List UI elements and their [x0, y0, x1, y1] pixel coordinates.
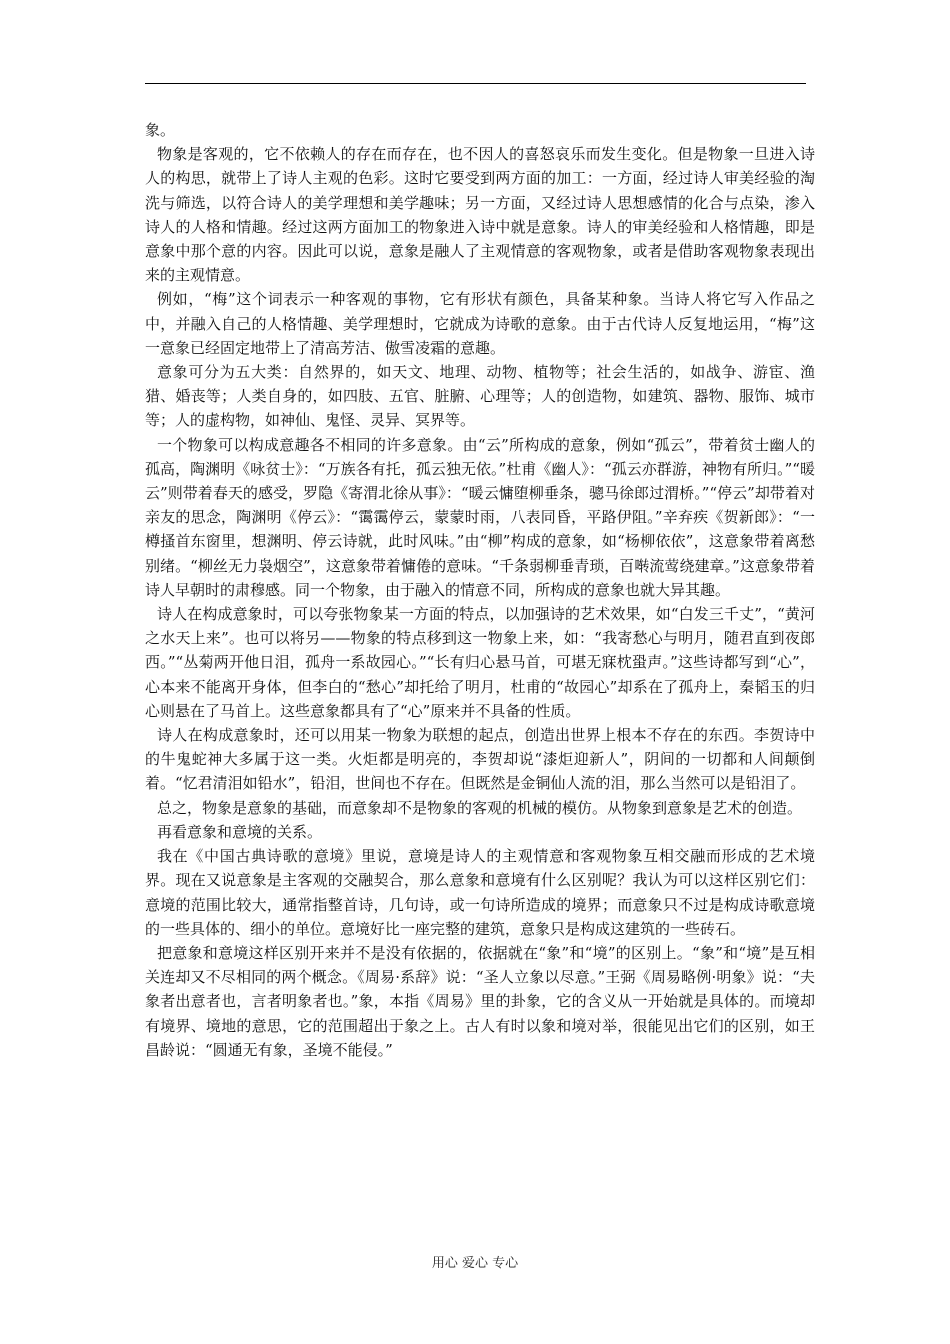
paragraph: 一个物象可以构成意趣各不相同的许多意象。由“云”所构成的意象，例如“孤云”，带着贫士幽人的孤高，陶渊明《咏贫士》：“万族各有托，孤云独无依。”杜甫《幽人》：“孤云亦群游，神物有所归。”“暖云”则带着春天的感受，罗隐《寄渭北徐从事》：“暖云慵堕柳垂条，骢马徐郎过渭桥。”“停云”却带着对亲友的思念，陶渊明《停云》：“霭霭停云，蒙蒙时雨，八表同昏，平路伊阻。”辛弃疾《贺新郎》：“一樽搔首东窗里，想渊明、停云诗就，此时风味。”由“柳”构成的意象，如“杨柳依依”，这意象带着离愁别绪。“柳丝无力袅烟空”，这意象带着慵倦的意味。“千条弱柳垂青琐，百啭流莺绕建章。”这意象带着诗人早朝时的肃穆感。同一个物象，由于融入的情意不同，所构成的意象也就大异其趣。	[145, 435, 815, 599]
page-footer: 用心 爱心 专心	[431, 1256, 519, 1271]
document-body	[145, 118, 815, 1062]
paragraph: 再看意象和意境的关系。	[157, 822, 323, 841]
paragraph: 例如，“梅”这个词表示一种客观的事物，它有形状有颜色，具备某种象。当诗人将它写入作品之中，并融入自己的人格情趣、美学理想时，它就成为诗歌的意象。由于古代诗人反复地运用，“梅”这一意象已经固定地带上了清高芳洁、傲雪凌霜的意趣。	[145, 290, 815, 357]
paragraph: 诗人在构成意象时，还可以用某一物象为联想的起点，创造出世界上根本不存在的东西。李贺诗中的牛鬼蛇神大多属于这一类。火炬都是明亮的，李贺却说“漆炬迎新人”，阴间的一切都和人间颠倒着。“忆君清泪如铅水”，铅泪，世间也不存在。但既然是金铜仙人流的泪，那么当然可以是铅泪了。	[145, 726, 815, 793]
paragraph-continuation: 象。	[145, 121, 176, 139]
paragraph: 意象可分为五大类：自然界的，如天文、地理、动物、植物等；社会生活的，如战争、游宦、渔猎、婚丧等；人类自身的，如四肢、五官、脏腑、心理等；人的创造物，如建筑、器物、服饰、城市等；人的虚构物，如神仙、鬼怪、灵异、冥界等。	[145, 363, 815, 430]
paragraph: 总之，物象是意象的基础，而意象却不是物象的客观的机械的模仿。从物象到意象是艺术的创造。	[157, 798, 803, 817]
paragraph: 物象是客观的，它不依赖人的存在而存在，也不因人的喜怒哀乐而发生变化。但是物象一旦进入诗人的构思，就带上了诗人主观的色彩。这时它要受到两方面的加工：一方面，经过诗人审美经验的淘洗与筛选，以符合诗人的美学理想和美学趣味；另一方面，又经过诗人思想感情的化合与点染，渗入诗人的人格和情趣。经过这两方面加工的物象进入诗中就是意象。诗人的审美经验和人格情趣，即是意象中那个意的内容。因此可以说，意象是融人了主观情意的客观物象，或者是借助客观物象表现出来的主观情意。	[145, 145, 815, 285]
header-rule	[145, 83, 806, 84]
paragraph: 把意象和意境这样区别开来并不是没有依据的，依据就在“象”和“境”的区别上。“象”和“境”是互相关连却又不尽相同的两个概念。《周易·系辞》说：“圣人立象以尽意。”王弼《周易略例·明象》说：“夫象者出意者也，言者明象者也。”象，本指《周易》里的卦象，它的含义从一开始就是具体的。而境却有境界、境地的意思，它的范围超出于象之上。古人有时以象和境对举，很能见出它们的区别，如王昌龄说：“圆通无有象，圣境不能侵。”	[145, 943, 815, 1059]
paragraph: 我在《中国古典诗歌的意境》里说，意境是诗人的主观情意和客观物象互相交融而形成的艺术境界。现在又说意象是主客观的交融契合，那么意象和意境有什么区别呢？我认为可以这样区别它们：意境的范围比较大，通常指整首诗，几句诗，或一句诗所造成的境界；而意象只不过是构成诗歌意境的一些具体的、细小的单位。意境好比一座完整的建筑，意象只是构成这建筑的一些砖石。	[145, 847, 815, 938]
paragraph: 诗人在构成意象时，可以夸张物象某一方面的特点，以加强诗的艺术效果，如“白发三千丈”，“黄河之水天上来”。也可以将另——物象的特点移到这一物象上来，如：“我寄愁心与明月，随君直到夜郎西。”“丛菊两开他日泪，孤舟一系故园心。”“长有归心悬马首，可堪无寐枕蛩声。”这些诗都写到“心”，心本来不能离开身体，但李白的“愁心”却托给了明月，杜甫的“故园心”却系在了孤舟上，秦韬玉的归心则悬在了马首上。这些意象都具有了“心”原来并不具备的性质。	[145, 605, 815, 720]
